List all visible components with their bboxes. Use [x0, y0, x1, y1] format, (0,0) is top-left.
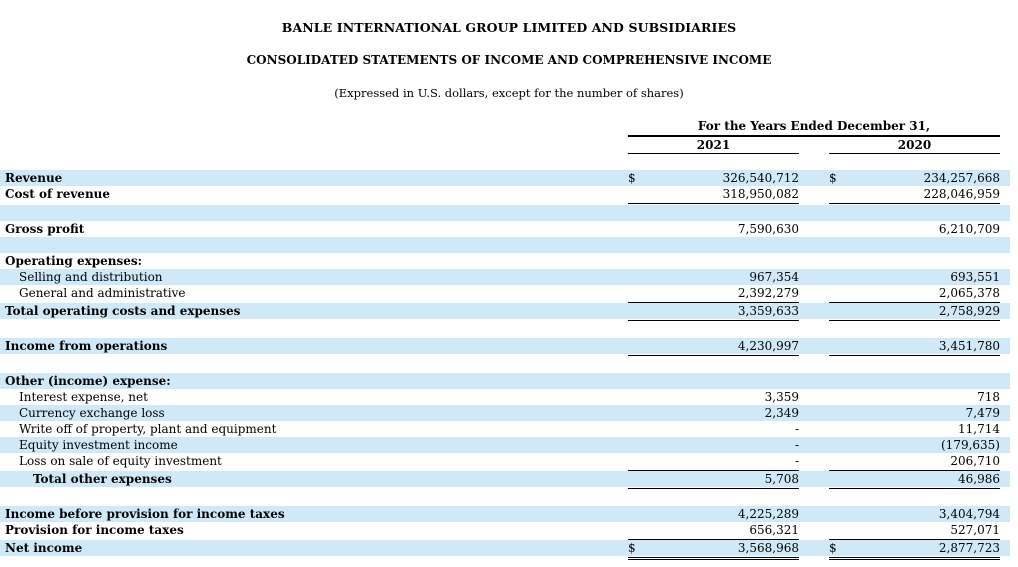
- value-2020: 718: [977, 390, 1000, 404]
- currency-symbol: $: [829, 541, 837, 555]
- row-label: Revenue: [5, 171, 63, 185]
- statement-subtitle: (Expressed in U.S. dollars, except for the number of shares): [334, 86, 684, 100]
- value-2020: 693,551: [950, 270, 1000, 284]
- value-2020: (179,635): [941, 438, 1000, 452]
- row-operating-expenses-header: [0, 253, 1010, 269]
- section-label: Operating expenses:: [5, 254, 143, 268]
- value-2021: -: [794, 454, 799, 468]
- value-2021: -: [794, 422, 799, 436]
- row-provision-tax: [0, 522, 1010, 538]
- row-gross-profit: [0, 221, 1010, 237]
- period-header: For the Years Ended December 31,: [697, 119, 931, 133]
- section-label: Other (income) expense:: [5, 374, 171, 388]
- value-2020: 7,479: [965, 406, 1000, 420]
- spacer-row: [0, 322, 1010, 338]
- value-2021: 656,321: [749, 523, 799, 537]
- underline: [628, 488, 799, 489]
- spacer-row: [0, 490, 1010, 506]
- currency-symbol: $: [628, 171, 636, 185]
- row-total-operating: [0, 303, 1010, 319]
- value-2020: 2,065,378: [938, 286, 1000, 300]
- underline: [829, 203, 1000, 204]
- value-2021: 326,540,712: [722, 171, 799, 185]
- year-2020-header: 2020: [897, 138, 932, 152]
- company-name: BANLE INTERNATIONAL GROUP LIMITED AND SUBSIDIARIES: [281, 20, 737, 35]
- underline: [628, 355, 799, 356]
- value-2021: 2,392,279: [737, 286, 799, 300]
- row-label: Net income: [5, 541, 83, 555]
- row-cost-of-revenue: [0, 186, 1010, 202]
- value-2021: 967,354: [749, 270, 799, 284]
- row-net-income: [0, 540, 1010, 556]
- row-income-from-operations: [0, 338, 1010, 354]
- year-2021-rule: [628, 153, 799, 154]
- underline: [829, 320, 1000, 321]
- underline: [829, 488, 1000, 489]
- row-label: Selling and distribution: [19, 270, 163, 284]
- row-selling: [0, 269, 1010, 285]
- underline: [628, 203, 799, 204]
- value-2020: 527,071: [950, 523, 1000, 537]
- year-2021-header: 2021: [696, 138, 731, 152]
- row-interest-expense: [0, 389, 1010, 405]
- value-2020: 3,404,794: [938, 507, 1000, 521]
- double-underline: [829, 557, 1000, 560]
- statement-title: CONSOLIDATED STATEMENTS OF INCOME AND COMPREHENSIVE INCOME: [246, 53, 772, 67]
- value-2021: -: [794, 438, 799, 452]
- value-2020: 11,714: [958, 422, 1000, 436]
- value-2020: 46,986: [958, 472, 1000, 486]
- spacer-row: [0, 357, 1010, 373]
- value-2021: 7,590,630: [737, 222, 799, 236]
- double-underline: [628, 557, 799, 560]
- value-2021: 318,950,082: [722, 187, 799, 201]
- value-2021: 3,359,633: [737, 304, 799, 318]
- row-label: Total operating costs and expenses: [5, 304, 241, 318]
- period-rule: [628, 135, 1000, 137]
- row-label: Gross profit: [5, 222, 85, 236]
- underline: [829, 355, 1000, 356]
- row-revenue: [0, 170, 1010, 186]
- currency-symbol: $: [628, 541, 636, 555]
- row-loss-on-sale: [0, 453, 1010, 469]
- year-2020-rule: [829, 153, 1000, 154]
- row-label: Currency exchange loss: [19, 406, 165, 420]
- row-label: Equity investment income: [19, 438, 178, 452]
- row-total-other: [0, 471, 1010, 487]
- row-currency-loss: [0, 405, 1010, 421]
- value-2021: 4,225,289: [737, 507, 799, 521]
- row-label: Write off of property, plant and equipment: [19, 422, 277, 436]
- row-write-off: [0, 421, 1010, 437]
- value-2020: 206,710: [950, 454, 1000, 468]
- value-2021: 3,568,968: [737, 541, 799, 555]
- value-2020: 3,451,780: [938, 339, 1000, 353]
- row-other-expense-header: [0, 373, 1010, 389]
- row-label: Income before provision for income taxes: [5, 507, 285, 521]
- row-label: Income from operations: [5, 339, 168, 353]
- row-label: Loss on sale of equity investment: [19, 454, 222, 468]
- value-2021: 2,349: [764, 406, 799, 420]
- value-2021: 3,359: [764, 390, 799, 404]
- value-2020: 6,210,709: [938, 222, 1000, 236]
- spacer-row: [0, 237, 1010, 253]
- value-2021: 4,230,997: [737, 339, 799, 353]
- row-label: Interest expense, net: [19, 390, 148, 404]
- row-label: General and administrative: [19, 286, 186, 300]
- underline: [628, 320, 799, 321]
- value-2020: 2,758,929: [938, 304, 1000, 318]
- value-2021: 5,708: [764, 472, 799, 486]
- value-2020: 2,877,723: [938, 541, 1000, 555]
- currency-symbol: $: [829, 171, 837, 185]
- spacer-row: [0, 205, 1010, 221]
- value-2020: 234,257,668: [923, 171, 1000, 185]
- row-label: Provision for income taxes: [5, 523, 184, 537]
- row-general-admin: [0, 285, 1010, 301]
- row-label: Cost of revenue: [5, 187, 111, 201]
- value-2020: 228,046,959: [923, 187, 1000, 201]
- row-label: Total other expenses: [33, 472, 172, 486]
- row-income-before-tax: [0, 506, 1010, 522]
- row-equity-income: [0, 437, 1010, 453]
